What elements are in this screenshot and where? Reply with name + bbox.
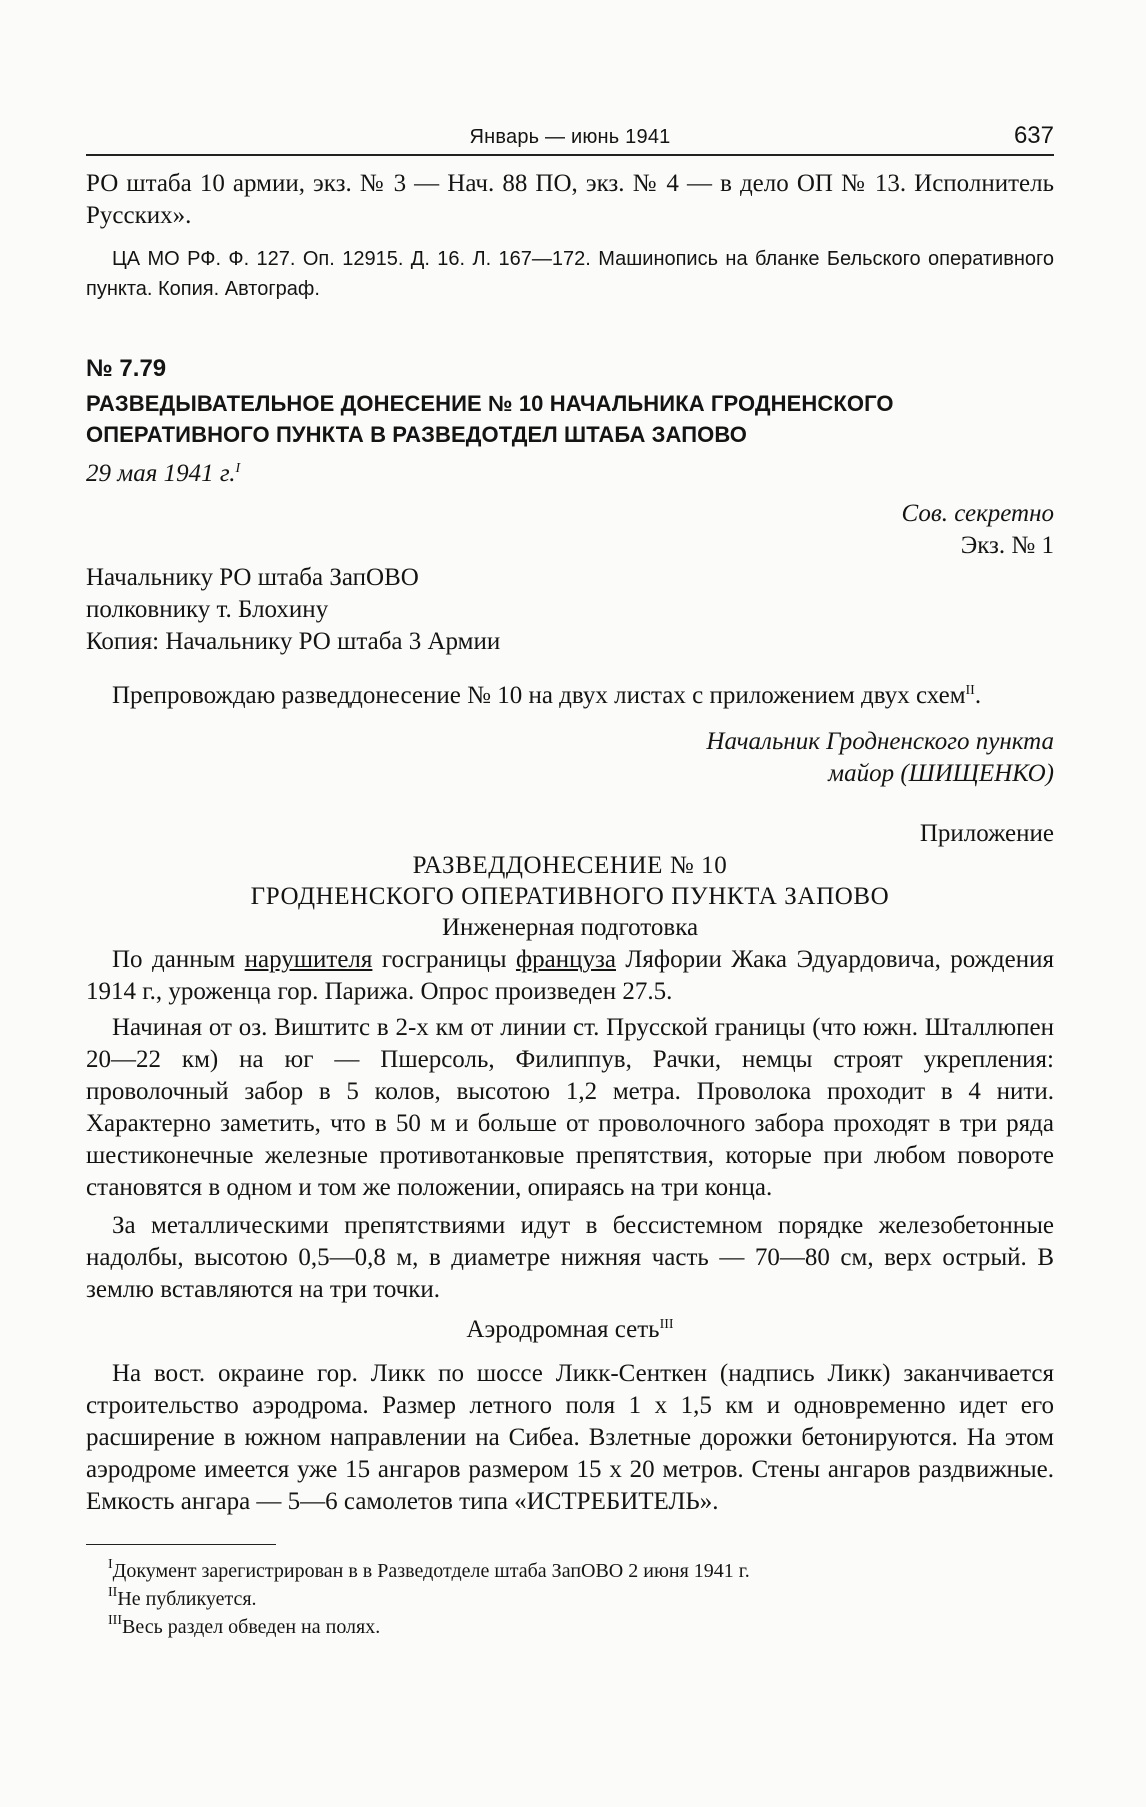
footnote-text: Весь раздел обведен на полях. <box>122 1616 381 1638</box>
cover-letter-paragraph <box>86 680 1054 712</box>
cover-letter-text: Препровождаю разведдонесение № 10 на двух листах с приложением двух схем <box>112 682 966 709</box>
footnote-text: Не публикуется. <box>117 1588 257 1610</box>
document-number: № 7.79 <box>86 355 167 382</box>
footnote-ref-1: I <box>235 461 241 476</box>
p1-part-a: По данным <box>112 946 245 973</box>
paragraph-source <box>86 944 1054 1008</box>
footnote-mark: I <box>108 1557 113 1572</box>
document-title-line-2: ОПЕРАТИВНОГО ПУНКТА В РАЗВЕДОТДЕЛ ШТАБА ЗАПОВО <box>86 422 748 447</box>
footnote-1 <box>108 1557 1054 1585</box>
appendix-title-1: РАЗВЕДДОНЕСЕНИЕ № 10 <box>412 852 728 879</box>
section-heading-airfields <box>86 1314 1054 1346</box>
archive-reference: ЦА МО РФ. Ф. 127. Оп. 12915. Д. 16. Л. 167—172. Машинопись на бланке Бельского оперативного пункта. Копия. Автограф. <box>86 248 1054 300</box>
signature-name: майор (ШИЩЕНКО) <box>828 760 1054 787</box>
appendix-label: Приложение <box>919 820 1054 847</box>
document-date <box>86 458 1054 490</box>
footnote-mark: II <box>108 1585 118 1600</box>
addressee-line-1: Начальнику РО штаба ЗапОВО <box>86 564 419 591</box>
appendix-title-2: ГРОДНЕНСКОГО ОПЕРАТИВНОГО ПУНКТА ЗАПОВО <box>250 883 890 910</box>
p1-underlined-1: нарушителя <box>244 946 373 973</box>
footnote-2 <box>108 1585 1054 1613</box>
signature-block <box>86 726 1054 790</box>
signature-position: Начальник Гродненского пункта <box>706 728 1054 755</box>
footnote-ref-2: II <box>965 683 975 698</box>
document-date-text: 29 мая 1941 г. <box>86 460 236 487</box>
document-title-line-1: РАЗВЕДЫВАТЕЛЬНОЕ ДОНЕСЕНИЕ № 10 НАЧАЛЬНИКА ГРОДНЕНСКОГО <box>86 391 894 416</box>
p1-part-c: Ляфории Жака Эдуардовича, рождения 1914 г., уроженца гор. Парижа. Опрос произведен 27.5. <box>86 946 1054 1005</box>
section-heading-airfields-text: Аэродромная сеть <box>466 1316 660 1343</box>
paragraph-airfield: На вост. окраине гор. Ликк по шоссе Ликк-Сенткен (надпись Ликк) заканчивается строительство аэродрома. Размер летного поля 1 х 1,5 км и одновременно идет его расширение в южном направлении на Сибеа. Взлетные дорожки бетонируются. На этом аэродроме имеется уже 15 ангаров размером 15 х 20 метров. Стены ангаров раздвижные. Емкость ангара — 5—6 самолетов типа «ИСТРЕБИТЕЛЬ». <box>86 1360 1054 1515</box>
paragraph-obstacles: За металлическими препятствиями идут в бессистемном порядке железобетонные надолбы, высотою 0,5—0,8 м, в диаметре нижняя часть — 70—80 см, верх острый. В землю вставляются на три точки. <box>86 1212 1054 1303</box>
document-page <box>86 118 1054 1641</box>
section-heading-engineering: Инженерная подготовка <box>441 914 699 941</box>
paragraph-fortifications: Начиная от оз. Виштитс в 2-х км от линии ст. Прусской границы (что южн. Шталлюпен 20—22 км) на юг — Пшерсоль, Филиппув, Рачки, немцы строят укрепления: проволочный забор в 5 колов, высотою 1,2 метра. Проволока проходит в 4 нити. Характерно заметить, что в 50 м и больше от проволочного забора проходят в три ряда шестиконечные железные противотанковые препятствия, которые при любом повороте становятся в одном и том же положении, опираясь на три конца. <box>86 1014 1054 1201</box>
footnote-3 <box>108 1613 1054 1641</box>
cover-letter-end: . <box>974 682 982 709</box>
footnote-mark: III <box>108 1613 122 1628</box>
page-number: 637 <box>1013 122 1054 149</box>
page-header <box>86 118 1054 156</box>
addressee-line-2: полковнику т. Блохину <box>86 596 329 623</box>
previous-document-ending: РО штаба 10 армии, экз. № 3 — Нач. 88 ПО, экз. № 4 — в дело ОП № 13. Исполнитель Русских». <box>86 170 1054 229</box>
addressee-block <box>86 562 1054 658</box>
p1-underlined-2: француза <box>515 946 616 973</box>
footnote-ref-3: III <box>659 1317 674 1332</box>
footnote-divider <box>86 1544 276 1545</box>
p1-part-b: госграницы <box>372 946 516 973</box>
footnote-text: Документ зарегистрирован в в Разведотделе штаба ЗапОВО 2 июня 1941 г. <box>112 1560 750 1582</box>
classification-label: Сов. секретно <box>901 500 1054 527</box>
running-head: Январь — июнь 1941 <box>469 126 671 148</box>
addressee-line-3: Копия: Начальнику РО штаба 3 Армии <box>86 628 501 655</box>
copy-number: Экз. № 1 <box>960 532 1054 559</box>
document-title <box>86 388 1054 450</box>
footnotes <box>86 1557 1054 1641</box>
